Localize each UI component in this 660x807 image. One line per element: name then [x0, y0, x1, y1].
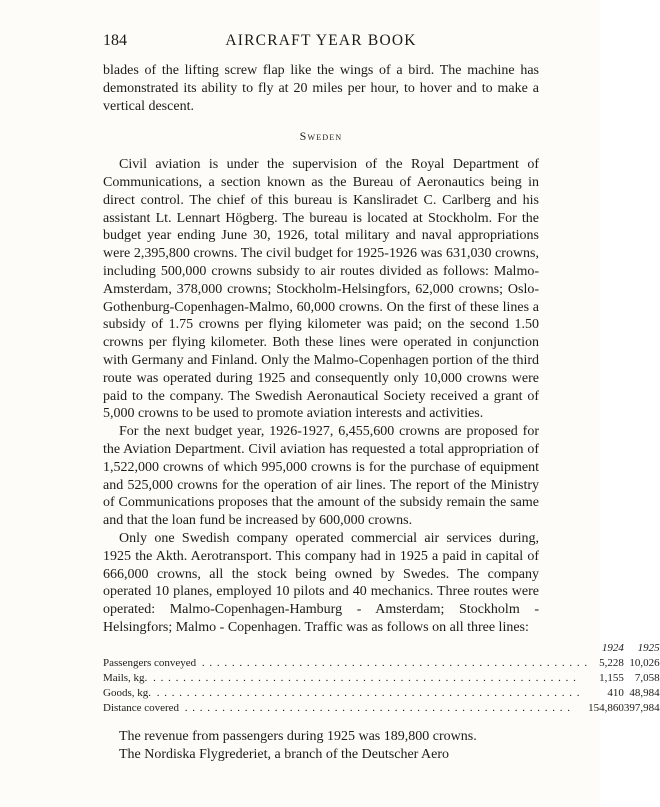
table-cell-1925: 7,058: [634, 671, 660, 684]
traffic-table: [103, 641, 660, 716]
table-header-row: [103, 641, 660, 656]
table-spacer: [103, 716, 539, 728]
table-row: [103, 686, 660, 701]
table-cell-1924: 154,860: [588, 701, 624, 714]
table-cell-1925: 397,984: [623, 701, 660, 714]
page-header: [103, 32, 539, 54]
section-heading: Sweden: [299, 129, 343, 144]
paragraph-aerotransport: Only one Swedish company operated commercial air services during, 1925 the Akth. Aerotransport. This company had in 1925 a paid in capital of 666,000 crowns, all the stock being owned by Swedes. The company operated 10 planes, employed 10 pilots and 40 mechanics. Three routes were operated: Malmo-Copenhagen-Hamburg - Amsterdam; Stockholm - Helsingfors; Malmo - Copenhagen. Traffic was as follows on all three lines:: [103, 530, 539, 635]
paragraph-opening: blades of the lifting screw flap like the wings of a bird. The machine has demonstrated its ability to fly at 20 miles per hour, to hover and to make a vertical descent.: [103, 63, 539, 114]
table-header-blank: [103, 641, 588, 656]
table-header-year: 1924: [601, 641, 624, 654]
table-cell-1925: 10,026: [629, 656, 660, 669]
table-cell-1925: 48,984: [629, 686, 660, 699]
table-row-label: Passengers conveyed . . . . . . . . . . . . . . . . . . . . . . . . . . . . . . . . . . . . . . . . . . . . . . . . . . . .: [103, 656, 589, 669]
table-row-label: Mails, kg. . . . . . . . . . . . . . . . . . . . . . . . . . . . . . . . . . . . . . . . . . . . . . . . . . . . . . . . . .: [103, 671, 577, 684]
page-number: 184: [103, 32, 127, 49]
table-cell-1924: 410: [607, 686, 624, 699]
paragraph-civil-aviation: Civil aviation is under the supervision of the Royal Department of Communications, a section known as the Bureau of Aeronautics being in direct control. The chief of this bureau is Kansliradet C. Carlberg and his assistant Lt. Lennart Högberg. The bureau is located at Stockholm. For the budget year ending June 30, 1926, total military and naval appropriations were 2,395,800 crowns. The civil budget for 1925-1926 was 631,030 crowns, including 500,000 crowns subsidy to air routes divided as follows: Malmo-Amsterdam, 378,000 crowns; Stockholm-Helsingfors, 62,000 crowns; Oslo-Gothenburg-Copenhagen-Malmo, 60,000 crowns. On the first of these lines a subsidy of 1.75 crowns per flying kilometer was paid; on the second 1.50 crowns per flying kilometer. Both these lines were operated in conjunction with Germany and Finland. Only the Malmo-Copenhagen portion of the third route was operated during 1925 and consequently only 10,000 crowns were paid to the company. The Swedish Aeronautical Society received a grant of 5,000 crowns to be used to promote aviation interests and activities.: [103, 157, 539, 422]
table-row: [103, 701, 660, 716]
paragraph-nordiska: The Nordiska Flygrederiet, a branch of the Deutscher Aero: [119, 746, 450, 762]
table-row-label: Goods, kg. . . . . . . . . . . . . . . . . . . . . . . . . . . . . . . . . . . . . . . . . . . . . . . . . . . . . . . . . .: [103, 686, 581, 699]
table-cell-1924: 5,228: [599, 656, 624, 669]
table-row: [103, 671, 660, 686]
table-cell-1924: 1,155: [599, 671, 624, 684]
running-head: AIRCRAFT YEAR BOOK: [225, 32, 417, 49]
table-row-label: Distance covered . . . . . . . . . . . . . . . . . . . . . . . . . . . . . . . . . . . . . . . . . . . . . . . . . . . .: [103, 701, 572, 714]
body-text: [103, 62, 660, 763]
paragraph-next-budget: For the next budget year, 1926-1927, 6,455,600 crowns are proposed for the Aviation Department. Civil aviation has requested a total appropriation of 1,522,000 crowns of which 995,000 crowns is for the purchase of equipment and 525,000 crowns for the operation of air lines. The report of the Ministry of Communications proposes that the amount of the subsidy remain the same and that the loan fund be increased by 600,000 crowns.: [103, 424, 539, 529]
table-header-year: 1925: [637, 641, 660, 654]
paragraph-revenue: The revenue from passengers during 1925 was 189,800 crowns.: [119, 728, 477, 744]
table-row: [103, 656, 660, 671]
